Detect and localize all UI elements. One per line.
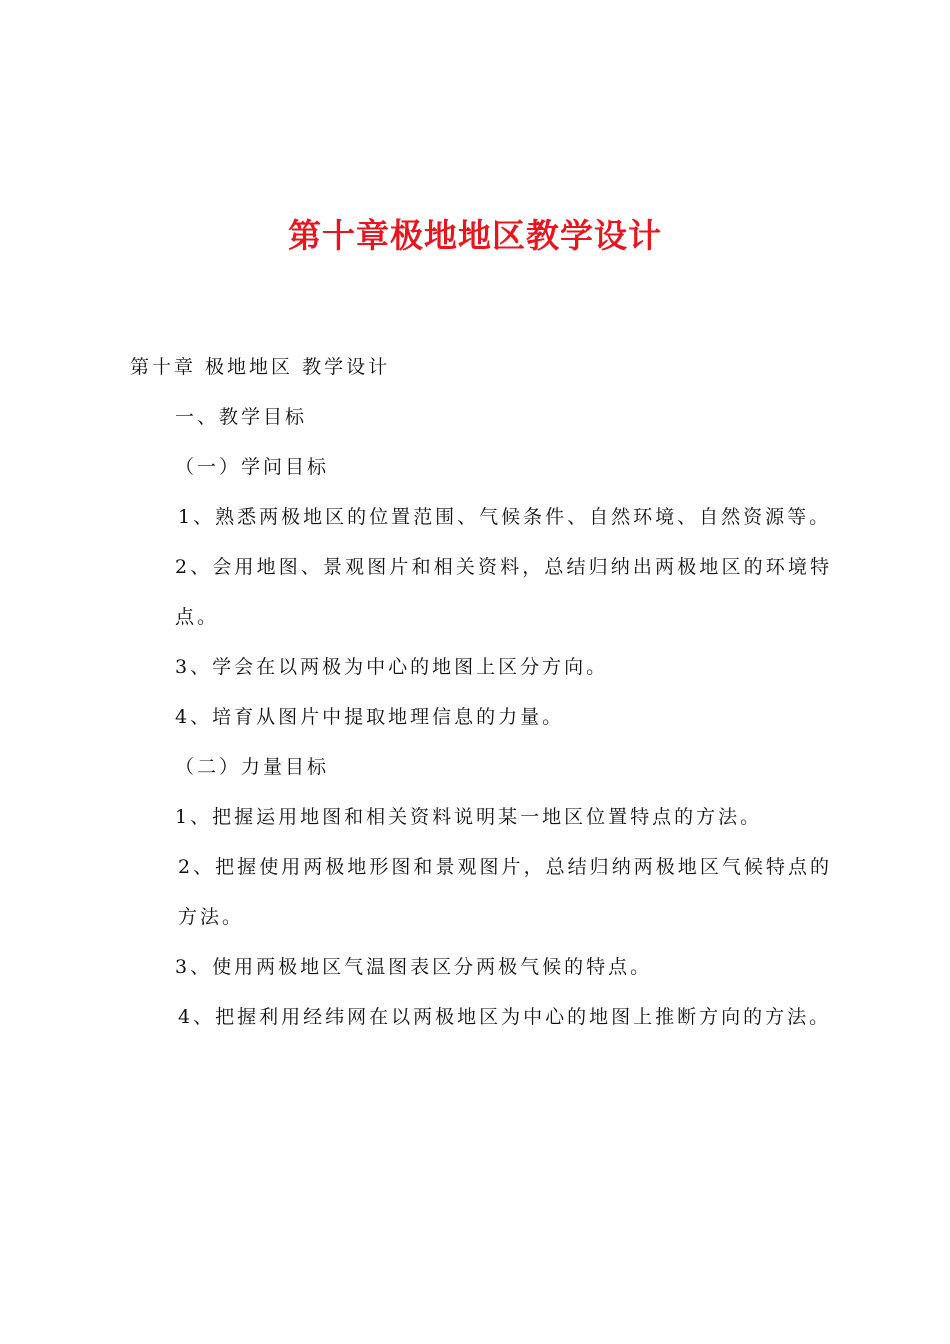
- paragraph-ability-3: 3、使用两极地区气温图表区分两极气候的特点。: [175, 956, 653, 978]
- paragraph-knowledge-4: 4、培育从图片中提取地理信息的力量。: [175, 706, 565, 728]
- paragraph-knowledge-1: 1、熟悉两极地区的位置范围、气候条件、自然环境、自然资源等。: [178, 506, 832, 528]
- document-body: [130, 342, 832, 1042]
- chapter-heading: 第十章 极地地区 教学设计: [130, 356, 391, 378]
- subsection-heading-ability: （二）力量目标: [175, 756, 330, 778]
- paragraph-knowledge-3: 3、学会在以两极为中心的地图上区分方向。: [175, 656, 609, 678]
- paragraph-ability-4: 4、把握利用经纬网在以两极地区为中心的地图上推断方向的方法。: [178, 1006, 832, 1028]
- paragraph-knowledge-2: 2、会用地图、景观图片和相关资料，总结归纳出两极地区的环境特点。: [175, 556, 832, 628]
- paragraph-ability-2: 2、把握使用两极地形图和景观图片，总结归纳两极地区气候特点的方法。: [178, 856, 832, 928]
- document-title: 第十章极地地区教学设计: [288, 216, 662, 255]
- subsection-heading-knowledge: （一）学问目标: [175, 456, 330, 478]
- section-heading-objectives: 一、教学目标: [175, 406, 308, 428]
- paragraph-ability-1: 1、把握运用地图和相关资料说明某一地区位置特点的方法。: [175, 806, 763, 828]
